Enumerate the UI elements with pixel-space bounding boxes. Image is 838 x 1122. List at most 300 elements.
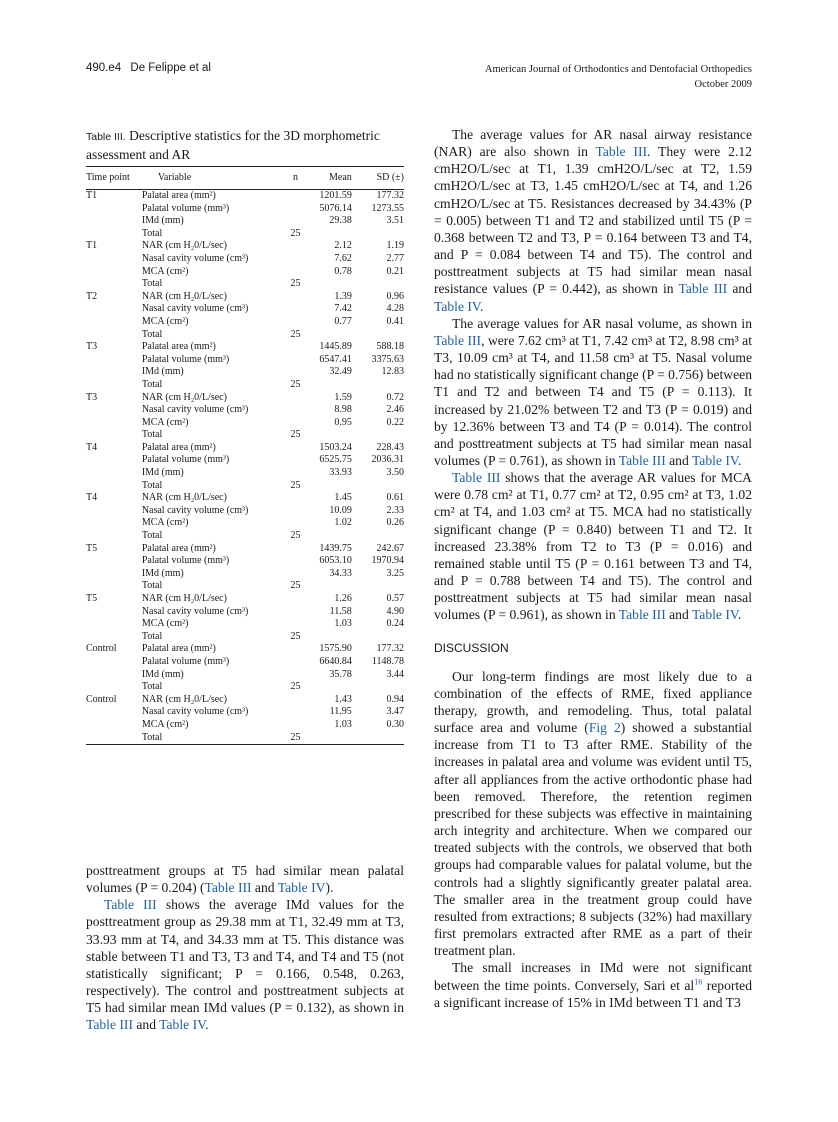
cross-reference-link[interactable]: Table IV: [691, 452, 738, 468]
table-cell: 33.93: [329, 467, 352, 479]
cross-reference-link[interactable]: Table IV: [691, 607, 738, 623]
table-cell: [305, 480, 352, 493]
table-cell: Total: [141, 580, 163, 592]
table-cell: 12.83: [381, 366, 404, 378]
table-cell: 7.62: [334, 252, 352, 264]
table-body: [86, 190, 404, 745]
table-cell: [286, 341, 304, 354]
table-row: [86, 203, 404, 216]
table-cell: [86, 719, 138, 732]
table-cell: [286, 404, 304, 417]
table-label: Table III.: [86, 131, 126, 143]
cross-reference-link[interactable]: Table III: [678, 281, 728, 297]
table-cell: [286, 467, 304, 480]
table-row: [86, 656, 404, 669]
table-cell: 3.44: [386, 668, 404, 680]
table-cell: [286, 719, 304, 732]
table-cell: [86, 404, 138, 417]
table-cell: 25: [290, 378, 301, 390]
table-cell: MCA (cm²): [141, 718, 189, 730]
table-row: [86, 517, 404, 530]
table-row: [86, 543, 404, 556]
table-cell: 0.96: [386, 290, 404, 302]
table-cell: Palatal area (mm²): [141, 643, 216, 655]
table-cell: T5: [86, 593, 98, 604]
table-cell: 2.77: [386, 252, 404, 264]
text-run: and: [132, 1017, 160, 1033]
table-cell: 6640.84: [319, 655, 352, 667]
table-cell: [286, 593, 304, 606]
table-row: [86, 404, 404, 417]
table-cell: Palatal volume (mm³): [141, 202, 230, 214]
text-run: .: [479, 298, 484, 314]
table-header-row: [86, 167, 404, 190]
paragraph: [434, 469, 752, 623]
table-cell: 25: [290, 429, 301, 441]
table-cell: [86, 329, 138, 342]
table-cell: Nasal cavity volume (cm³): [141, 605, 249, 617]
table-cell: [286, 190, 304, 203]
table-cell: 0.24: [386, 618, 404, 630]
table-cell: [86, 215, 138, 228]
table-cell: 1148.78: [371, 655, 404, 667]
paragraph: [434, 668, 752, 960]
table-row: [86, 366, 404, 379]
table-cell: [286, 606, 304, 619]
column-header: n: [293, 172, 299, 183]
table-cell: [86, 266, 138, 279]
table-cell: [86, 732, 138, 745]
table-cell: T4: [86, 492, 98, 504]
table-cell: [352, 429, 404, 442]
table-cell: 25: [290, 731, 301, 743]
table-cell: Total: [141, 278, 163, 290]
text-run: .: [737, 607, 742, 623]
table-cell: NAR (cm H₂0/L/sec): [141, 391, 227, 403]
table-cell: Palatal volume (mm³): [141, 454, 230, 466]
table-cell: 1575.90: [319, 643, 352, 655]
table-row: [86, 555, 404, 568]
table-cell: 0.26: [386, 517, 404, 529]
table-cell: [305, 530, 352, 543]
table-cell: IMd (mm): [141, 567, 184, 579]
table-cell: 5076.14: [319, 202, 352, 214]
running-authors: De Felippe et al: [130, 62, 211, 74]
table-row: [86, 681, 404, 694]
table-cell: [286, 618, 304, 631]
table-cell: Palatal volume (mm³): [141, 353, 230, 365]
table-cell: 6053.10: [319, 555, 352, 567]
cross-reference-link[interactable]: Table III: [434, 332, 482, 348]
table-cell: T3: [86, 341, 98, 353]
table-cell: 1.26: [334, 593, 352, 604]
text-run: posttreatment groups at T5 had similar mean palatal volumes (P = 0.204) (: [86, 863, 404, 896]
table-cell: NAR (cm H₂0/L/sec): [141, 492, 227, 504]
text-run: shows that the average AR values for MCA were 0.78 cm² at T1, 0.77 cm² at T2, 0.95 cm² at T3, 1.02 cm² at T4, and 1.03 cm² at T5. MCA had no statistically significant change (P = 0.840) between T1 and T2. It increased 23.38% from T2 to T3 (P = 0.016) and remained stable until T5 (P = 0.161 between T3 and T4, and P = 0.788 between T4 and T5). The control and posttreatment subjects at T5 had similar mean nasal volumes (P = 0.961), as shown in: [434, 470, 753, 623]
table-cell: 4.28: [386, 303, 404, 315]
table-cell: [286, 543, 304, 556]
column-header: Time point: [86, 172, 130, 183]
table-cell: [305, 329, 352, 342]
table-cell: [286, 517, 304, 530]
table-cell: [286, 706, 304, 719]
table-row: [86, 492, 404, 505]
column-header: SD (±): [376, 172, 404, 183]
table-cell: 228.43: [376, 441, 404, 453]
table-cell: Palatal area (mm²): [141, 441, 216, 453]
table-cell: [286, 215, 304, 228]
table-cell: 1.43: [334, 693, 352, 705]
table-row: [86, 694, 404, 707]
table-cell: [86, 203, 138, 216]
table-cell: [352, 228, 404, 241]
table-cell: Total: [141, 328, 163, 340]
table-cell: IMd (mm): [141, 215, 184, 227]
table-cell: 1439.75: [319, 542, 352, 554]
column-header: Variable: [157, 172, 192, 183]
table-cell: 1201.59: [319, 190, 352, 201]
table-cell: [286, 392, 304, 405]
table-cell: T3: [86, 391, 98, 403]
table-cell: 1.45: [334, 492, 352, 504]
table-cell: 1273.55: [371, 202, 404, 214]
descriptive-statistics-table: [86, 166, 404, 745]
table-cell: 0.57: [386, 593, 404, 604]
table-cell: [86, 467, 138, 480]
page-number: 490.e4: [86, 62, 122, 74]
table-caption-text: Descriptive statistics for the 3D morphometric assessment and AR: [86, 128, 380, 162]
table-cell: [86, 505, 138, 518]
table-row: [86, 568, 404, 581]
paragraph: [86, 862, 404, 896]
table-cell: Palatal area (mm²): [141, 542, 216, 554]
table-cell: 11.95: [329, 706, 352, 718]
table-cell: [86, 568, 138, 581]
table-cell: 1.39: [334, 290, 352, 302]
table-cell: 0.61: [386, 492, 404, 504]
table-cell: 177.32: [376, 643, 404, 655]
table-row: [86, 454, 404, 467]
table-row: [86, 417, 404, 430]
table-cell: [352, 631, 404, 644]
running-header-right: [485, 62, 752, 92]
table-cell: IMd (mm): [141, 467, 184, 479]
table-cell: [286, 492, 304, 505]
text-run: The average values for AR nasal airway resistance (NAR) are also shown in: [434, 127, 752, 160]
text-run: . They were 2.12 cmH2O/L/sec at T1, 1.39 cmH2O/L/sec at T2, 1.59 cmH2O/L/sec at T3, 1.45 cmH2O/L/sec at T4, and 1.26 cmH2O/L/sec at T5. Resistances decreased by 34.43% (P = 0.005) between T1 and T2 and stabilized until T5 (P = 0.368 between T2 and T3, P = 0.164 between T3 and T4, and P = 0.084 between T4 and T5). The control and posttreatment subjects at T5 had similar mean nasal resistance values (P = 0.442), as shown in: [434, 144, 752, 297]
table-cell: Total: [141, 681, 163, 693]
table-row: [86, 253, 404, 266]
table-cell: 32.49: [329, 366, 352, 378]
table-cell: Palatal area (mm²): [141, 341, 216, 353]
table-cell: Total: [141, 731, 163, 743]
table-row: [86, 354, 404, 367]
table-cell: Total: [141, 630, 163, 642]
table-row: [86, 480, 404, 493]
table-cell: 1445.89: [319, 341, 352, 353]
table-cell: [286, 354, 304, 367]
table-cell: Total: [141, 530, 163, 542]
table-cell: [86, 454, 138, 467]
table-cell: [86, 480, 138, 493]
text-run: and: [251, 880, 278, 896]
table-cell: 25: [290, 530, 301, 542]
table-cell: 588.18: [376, 341, 404, 353]
cross-reference-link[interactable]: Table III: [595, 144, 648, 160]
table-row: [86, 606, 404, 619]
table-cell: [86, 517, 138, 530]
table-cell: 177.32: [376, 190, 404, 201]
right-column-text: [434, 126, 752, 1011]
table-cell: 0.95: [334, 416, 352, 428]
table-cell: [86, 656, 138, 669]
table-cell: [286, 366, 304, 379]
table-cell: 2.12: [334, 240, 352, 252]
cross-reference-link[interactable]: Table III: [104, 897, 157, 913]
table-row: [86, 392, 404, 405]
table-row: [86, 505, 404, 518]
table-cell: IMd (mm): [141, 668, 184, 680]
cross-reference-link[interactable]: Table III: [86, 1017, 133, 1033]
table-row: [86, 442, 404, 455]
table-cell: Nasal cavity volume (cm³): [141, 504, 249, 516]
table-row: [86, 240, 404, 253]
table-cell: [286, 643, 304, 656]
table-cell: 0.30: [386, 718, 404, 730]
table-cell: [305, 580, 352, 593]
table-cell: [86, 228, 138, 241]
table-cell: NAR (cm H₂0/L/sec): [141, 593, 227, 604]
table-cell: NAR (cm H₂0/L/sec): [141, 693, 227, 705]
paragraph: [434, 315, 752, 469]
table-row: [86, 266, 404, 279]
table-row: [86, 669, 404, 682]
table-cell: 0.21: [386, 265, 404, 277]
table-cell: [86, 303, 138, 316]
table-cell: 25: [290, 227, 301, 239]
table-cell: Nasal cavity volume (cm³): [141, 404, 249, 416]
table-cell: MCA (cm²): [141, 265, 189, 277]
table-cell: 2.46: [386, 404, 404, 416]
text-run: and: [665, 607, 692, 623]
table-cell: [286, 240, 304, 253]
table-row: [86, 278, 404, 291]
table-cell: 7.42: [334, 303, 352, 315]
cross-reference-link[interactable]: Table III: [618, 452, 666, 468]
table-cell: [352, 681, 404, 694]
text-run: .: [737, 452, 742, 468]
table-cell: [286, 555, 304, 568]
table-cell: [86, 379, 138, 392]
table-row: [86, 732, 404, 745]
table-cell: [86, 669, 138, 682]
cross-reference-link[interactable]: Table IV: [434, 298, 480, 314]
table-cell: [86, 278, 138, 291]
table-cell: 0.94: [386, 693, 404, 705]
table-cell: Control: [86, 693, 117, 705]
table-cell: [305, 429, 352, 442]
table-cell: [352, 379, 404, 392]
table-cell: Nasal cavity volume (cm³): [141, 303, 249, 315]
table-row: [86, 580, 404, 593]
table-cell: 1.59: [334, 391, 352, 403]
table-cell: 29.38: [329, 215, 352, 227]
table-row: [86, 719, 404, 732]
table-cell: [86, 366, 138, 379]
table-cell: 3.50: [386, 467, 404, 479]
table-cell: 1.03: [334, 718, 352, 730]
table-cell: 1970.94: [371, 555, 404, 567]
table-cell: [86, 417, 138, 430]
table-cell: 1.02: [334, 517, 352, 529]
table-cell: 1503.24: [319, 441, 352, 453]
table-cell: 11.58: [329, 605, 352, 617]
table-cell: T1: [86, 240, 98, 252]
table-cell: [305, 732, 352, 745]
table-cell: [352, 732, 404, 745]
text-run: The average values for AR nasal volume, as shown in: [452, 315, 752, 331]
table-cell: [286, 417, 304, 430]
table-row: [86, 329, 404, 342]
table-cell: [286, 454, 304, 467]
table-cell: [305, 631, 352, 644]
cross-reference-link[interactable]: Table IV: [277, 880, 326, 896]
table-cell: 25: [290, 580, 301, 592]
table-cell: [286, 656, 304, 669]
text-run: shows the average IMd values for the posttreatment group as 29.38 mm at T1, 32.49 mm at T3, 33.93 mm at T4, and 34.33 mm at T5. This distance was stable between T1 and T3, T3 and T4, and T4 and T5 (not statistically significant; P = 0.166, 0.548, 0.263, respectively). The control and posttreatment subjects at T5 had similar mean IMd values (P = 0.132), as shown in: [86, 897, 404, 1016]
table-cell: [86, 253, 138, 266]
table-cell: IMd (mm): [141, 366, 184, 378]
table-cell: Total: [141, 227, 163, 239]
table-cell: 1.19: [386, 240, 404, 252]
table-row: [86, 530, 404, 543]
table-cell: Total: [141, 378, 163, 390]
table-cell: [86, 580, 138, 593]
table-cell: 6547.41: [319, 353, 352, 365]
table-cell: [286, 266, 304, 279]
table-cell: Palatal area (mm²): [141, 190, 216, 201]
table-row: [86, 429, 404, 442]
table-cell: 35.78: [329, 668, 352, 680]
table-cell: [286, 291, 304, 304]
table-cell: [305, 228, 352, 241]
cross-reference-link[interactable]: Table III: [204, 880, 252, 896]
text-run: .: [205, 1017, 209, 1033]
table-cell: [86, 316, 138, 329]
cross-reference-link[interactable]: 16: [694, 976, 703, 986]
table-cell: [305, 379, 352, 392]
text-run: ).: [325, 880, 334, 896]
left-column-text: [86, 862, 404, 1034]
table-cell: [305, 681, 352, 694]
table-cell: [286, 203, 304, 216]
table-cell: [286, 694, 304, 707]
table-row: [86, 291, 404, 304]
paragraph: [434, 126, 752, 315]
table-cell: 25: [290, 681, 301, 693]
table-row: [86, 303, 404, 316]
table-cell: NAR (cm H₂0/L/sec): [141, 240, 227, 252]
table-cell: 0.41: [386, 315, 404, 327]
paragraph: [86, 896, 404, 1033]
table-cell: [86, 555, 138, 568]
table-cell: Palatal volume (mm³): [141, 655, 230, 667]
text-run: and: [727, 281, 752, 297]
table-cell: [352, 278, 404, 291]
table-row: [86, 618, 404, 631]
table-cell: [286, 669, 304, 682]
text-run: The small increases in IMd were not significant between the time points. Conversely, Sari et al: [434, 960, 752, 993]
journal-name: American Journal of Orthodontics and Dentofacial Orthopedics: [484, 64, 752, 75]
table-cell: 0.22: [386, 416, 404, 428]
table-row: [86, 593, 404, 606]
table-cell: Nasal cavity volume (cm³): [141, 252, 249, 264]
table-cell: 6525.75: [319, 454, 352, 466]
cross-reference-link[interactable]: Table IV: [159, 1017, 206, 1033]
table-cell: 242.67: [376, 542, 404, 554]
table-cell: [86, 631, 138, 644]
table-cell: 3.51: [386, 215, 404, 227]
table-cell: 25: [290, 278, 301, 290]
table-cell: MCA (cm²): [141, 315, 189, 327]
table-row: [86, 190, 404, 203]
table-cell: 10.09: [329, 504, 352, 516]
table-row: [86, 215, 404, 228]
table-cell: 4.90: [386, 605, 404, 617]
table-cell: 25: [290, 328, 301, 340]
table-cell: 8.98: [334, 404, 352, 416]
issue-date: October 2009: [694, 79, 752, 90]
table-row: [86, 379, 404, 392]
table-cell: MCA (cm²): [141, 618, 189, 630]
table-row: [86, 706, 404, 719]
table-cell: 34.33: [329, 567, 352, 579]
table-cell: [86, 429, 138, 442]
cross-reference-link[interactable]: Fig 2: [588, 720, 621, 736]
table-cell: Palatal volume (mm³): [141, 555, 230, 567]
cross-reference-link[interactable]: Table III: [618, 607, 666, 623]
table-cell: 25: [290, 479, 301, 491]
table-cell: 3375.63: [371, 353, 404, 365]
table-cell: MCA (cm²): [141, 517, 189, 529]
table-row: [86, 631, 404, 644]
table-cell: [352, 530, 404, 543]
table-cell: 0.78: [334, 265, 352, 277]
section-heading-discussion: DISCUSSION: [434, 640, 509, 655]
table-cell: 25: [290, 630, 301, 642]
table-cell: [286, 303, 304, 316]
running-header-left: [86, 62, 217, 74]
table-cell: MCA (cm²): [141, 416, 189, 428]
text-run: and: [665, 452, 692, 468]
text-run: ) showed a substantial increase from T1 to T3 after RME. Stability of the increases in palatal area and volume was evident until T5, after all appliances from the active orthodontic phase had been removed. Therefore, the retention regimen prescribed for these subjects was effective in maintaining arch integrity and architecture. When we compared our treated subjects with the controls, we observed that both groups had comparable values for palatal volume, but the controls had a slightly significantly greater palatal area. The smaller area in the treatment group could have resulted from extractions; 8 subjects (32%) had maxillary first premolars extracted after RME as a part of their treatment plan.: [434, 720, 752, 959]
table-row: [86, 467, 404, 480]
table-row: [86, 316, 404, 329]
table-cell: [86, 706, 138, 719]
table-cell: T4: [86, 441, 98, 453]
cross-reference-link[interactable]: Table III: [452, 470, 501, 486]
table-cell: [286, 442, 304, 455]
table-cell: [352, 329, 404, 342]
table-cell: Nasal cavity volume (cm³): [141, 706, 249, 718]
paragraph: [434, 959, 752, 1010]
table-cell: 2036.31: [371, 454, 404, 466]
table-cell: 1.03: [334, 618, 352, 630]
table-row: [86, 643, 404, 656]
table-cell: 2.33: [386, 504, 404, 516]
text-run: reported a significant increase of 15% in IMd between T1 and T3: [434, 977, 752, 1010]
table-cell: [86, 354, 138, 367]
